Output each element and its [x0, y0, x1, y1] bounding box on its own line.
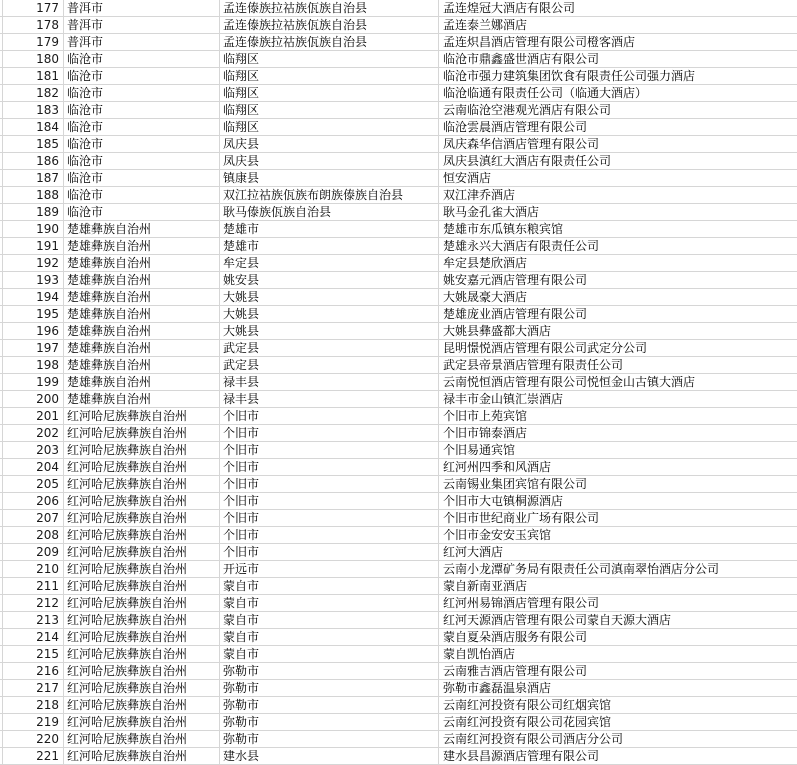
city-cell[interactable]: 红河哈尼族彝族自治州: [64, 425, 220, 442]
row-number-cell[interactable]: 187: [3, 170, 64, 187]
table-row: [0, 493, 797, 510]
hotel-cell[interactable]: 蒙自夏朵酒店服务有限公司: [439, 629, 797, 646]
table-row: [0, 221, 797, 238]
hotel-cell[interactable]: 临沧临通有限责任公司（临通大酒店）: [439, 85, 797, 102]
city-cell[interactable]: 红河哈尼族彝族自治州: [64, 714, 220, 731]
county-cell[interactable]: 弥勒市: [220, 663, 439, 680]
row-number-cell[interactable]: 196: [3, 323, 64, 340]
county-cell[interactable]: 楚雄市: [220, 238, 439, 255]
city-cell[interactable]: 红河哈尼族彝族自治州: [64, 527, 220, 544]
row-number-cell[interactable]: 199: [3, 374, 64, 391]
city-cell[interactable]: 楚雄彝族自治州: [64, 323, 220, 340]
hotel-cell[interactable]: 临沧市强力建筑集团饮食有限责任公司强力酒店: [439, 68, 797, 85]
city-cell[interactable]: 楚雄彝族自治州: [64, 391, 220, 408]
city-cell[interactable]: 楚雄彝族自治州: [64, 357, 220, 374]
county-cell[interactable]: 开远市: [220, 561, 439, 578]
row-number-cell[interactable]: 184: [3, 119, 64, 136]
city-cell[interactable]: 红河哈尼族彝族自治州: [64, 561, 220, 578]
hotel-cell[interactable]: 红河大酒店: [439, 544, 797, 561]
city-cell[interactable]: 临沧市: [64, 102, 220, 119]
county-cell[interactable]: 个旧市: [220, 459, 439, 476]
city-cell[interactable]: 临沧市: [64, 119, 220, 136]
table-row: [0, 170, 797, 187]
row-number-cell[interactable]: 177: [3, 0, 64, 17]
table-row: [0, 187, 797, 204]
hotel-cell[interactable]: 红河州四季和风酒店: [439, 459, 797, 476]
row-number-cell[interactable]: 220: [3, 731, 64, 748]
row-number-cell[interactable]: 200: [3, 391, 64, 408]
row-number-cell[interactable]: 189: [3, 204, 64, 221]
table-row: [0, 102, 797, 119]
hotel-cell[interactable]: 蒙自新南亚酒店: [439, 578, 797, 595]
city-cell[interactable]: 临沧市: [64, 204, 220, 221]
city-cell[interactable]: 临沧市: [64, 51, 220, 68]
county-cell[interactable]: 武定县: [220, 340, 439, 357]
hotel-cell[interactable]: 孟连泰兰娜酒店: [439, 17, 797, 34]
table-row: [0, 34, 797, 51]
city-cell[interactable]: 楚雄彝族自治州: [64, 306, 220, 323]
county-cell[interactable]: 武定县: [220, 357, 439, 374]
table-row: [0, 68, 797, 85]
table-row: [0, 731, 797, 748]
table-row: [0, 476, 797, 493]
hotel-cell[interactable]: 个旧市金安安玉宾馆: [439, 527, 797, 544]
table-row: [0, 357, 797, 374]
row-number-cell[interactable]: 193: [3, 272, 64, 289]
city-cell[interactable]: 普洱市: [64, 0, 220, 17]
row-number-cell[interactable]: 221: [3, 748, 64, 765]
city-cell[interactable]: 红河哈尼族彝族自治州: [64, 493, 220, 510]
table-row: [0, 289, 797, 306]
city-cell[interactable]: 楚雄彝族自治州: [64, 272, 220, 289]
county-cell[interactable]: 个旧市: [220, 476, 439, 493]
row-number-cell[interactable]: 179: [3, 34, 64, 51]
row-number-cell[interactable]: 206: [3, 493, 64, 510]
city-cell[interactable]: 红河哈尼族彝族自治州: [64, 510, 220, 527]
hotel-cell[interactable]: 武定县帝景酒店管理有限责任公司: [439, 357, 797, 374]
hotel-cell[interactable]: 云南临沧空港观光酒店有限公司: [439, 102, 797, 119]
county-cell[interactable]: 凤庆县: [220, 153, 439, 170]
hotel-cell[interactable]: 个旧易通宾馆: [439, 442, 797, 459]
table-row: [0, 17, 797, 34]
hotel-cell[interactable]: 双江津乔酒店: [439, 187, 797, 204]
county-cell[interactable]: 蒙自市: [220, 629, 439, 646]
row-number-cell[interactable]: 209: [3, 544, 64, 561]
hotel-cell[interactable]: 个旧市上苑宾馆: [439, 408, 797, 425]
row-number-cell[interactable]: 207: [3, 510, 64, 527]
hotel-cell[interactable]: 凤庆县滇红大酒店有限责任公司: [439, 153, 797, 170]
row-number-cell[interactable]: 203: [3, 442, 64, 459]
county-cell[interactable]: 临翔区: [220, 102, 439, 119]
table-row: [0, 748, 797, 765]
hotel-cell[interactable]: 昆明憬悦酒店管理有限公司武定分公司: [439, 340, 797, 357]
hotel-cell[interactable]: 楚雄庞业酒店管理有限公司: [439, 306, 797, 323]
row-number-cell[interactable]: 211: [3, 578, 64, 595]
table-row: [0, 714, 797, 731]
table-row: [0, 119, 797, 136]
county-cell[interactable]: 临翔区: [220, 51, 439, 68]
county-cell[interactable]: 孟连傣族拉祜族佤族自治县: [220, 0, 439, 17]
table-row: [0, 204, 797, 221]
row-number-cell[interactable]: 213: [3, 612, 64, 629]
hotel-cell[interactable]: 个旧市大屯镇桐源酒店: [439, 493, 797, 510]
county-cell[interactable]: 姚安县: [220, 272, 439, 289]
row-number-cell[interactable]: 205: [3, 476, 64, 493]
county-cell[interactable]: 个旧市: [220, 442, 439, 459]
county-cell[interactable]: 弥勒市: [220, 680, 439, 697]
county-cell[interactable]: 个旧市: [220, 510, 439, 527]
county-cell[interactable]: 禄丰县: [220, 374, 439, 391]
city-cell[interactable]: 红河哈尼族彝族自治州: [64, 697, 220, 714]
city-cell[interactable]: 楚雄彝族自治州: [64, 340, 220, 357]
county-cell[interactable]: 楚雄市: [220, 221, 439, 238]
county-cell[interactable]: 大姚县: [220, 306, 439, 323]
table-row: [0, 136, 797, 153]
county-cell[interactable]: 蒙自市: [220, 646, 439, 663]
county-cell[interactable]: 孟连傣族拉祜族佤族自治县: [220, 34, 439, 51]
row-number-cell[interactable]: 216: [3, 663, 64, 680]
table-row: [0, 238, 797, 255]
table-row: [0, 425, 797, 442]
table-row: [0, 544, 797, 561]
row-number-cell[interactable]: 191: [3, 238, 64, 255]
hotel-cell[interactable]: 蒙自凯怡酒店: [439, 646, 797, 663]
table-row: [0, 153, 797, 170]
table-row: [0, 85, 797, 102]
county-cell[interactable]: 弥勒市: [220, 714, 439, 731]
row-number-cell[interactable]: 198: [3, 357, 64, 374]
county-cell[interactable]: 建水县: [220, 748, 439, 765]
row-number-cell[interactable]: 180: [3, 51, 64, 68]
hotel-cell[interactable]: 大姚晟豪大酒店: [439, 289, 797, 306]
table-row: [0, 680, 797, 697]
county-cell[interactable]: 弥勒市: [220, 697, 439, 714]
city-cell[interactable]: 红河哈尼族彝族自治州: [64, 442, 220, 459]
hotel-cell[interactable]: 恒安酒店: [439, 170, 797, 187]
row-number-cell[interactable]: 190: [3, 221, 64, 238]
city-cell[interactable]: 楚雄彝族自治州: [64, 255, 220, 272]
county-cell[interactable]: 禄丰县: [220, 391, 439, 408]
hotel-cell[interactable]: 红河天源酒店管理有限公司蒙自天源大酒店: [439, 612, 797, 629]
row-number-cell[interactable]: 186: [3, 153, 64, 170]
city-cell[interactable]: 楚雄彝族自治州: [64, 374, 220, 391]
hotel-cell[interactable]: 云南悦恒酒店管理有限公司悦恒金山古镇大酒店: [439, 374, 797, 391]
county-cell[interactable]: 临翔区: [220, 68, 439, 85]
row-number-cell[interactable]: 185: [3, 136, 64, 153]
table-row: [0, 663, 797, 680]
table-row: [0, 629, 797, 646]
city-cell[interactable]: 临沧市: [64, 170, 220, 187]
hotel-cell[interactable]: 牟定县楚欣酒店: [439, 255, 797, 272]
county-cell[interactable]: 凤庆县: [220, 136, 439, 153]
hotel-cell[interactable]: 个旧市锦泰酒店: [439, 425, 797, 442]
row-number-cell[interactable]: 195: [3, 306, 64, 323]
hotel-cell[interactable]: 云南小龙潭矿务局有限责任公司滇南翠怡酒店分公司: [439, 561, 797, 578]
row-number-cell[interactable]: 218: [3, 697, 64, 714]
table-row: [0, 272, 797, 289]
city-cell[interactable]: 红河哈尼族彝族自治州: [64, 731, 220, 748]
hotel-cell[interactable]: 禄丰市金山镇汇崇酒店: [439, 391, 797, 408]
table-row: [0, 578, 797, 595]
city-cell[interactable]: 红河哈尼族彝族自治州: [64, 595, 220, 612]
county-cell[interactable]: 临翔区: [220, 119, 439, 136]
city-cell[interactable]: 红河哈尼族彝族自治州: [64, 578, 220, 595]
city-cell[interactable]: 红河哈尼族彝族自治州: [64, 646, 220, 663]
row-number-cell[interactable]: 181: [3, 68, 64, 85]
hotel-cell[interactable]: 耿马金孔雀大酒店: [439, 204, 797, 221]
row-number-cell[interactable]: 201: [3, 408, 64, 425]
hotel-cell[interactable]: 云南锡业集团宾馆有限公司: [439, 476, 797, 493]
county-cell[interactable]: 耿马傣族佤族自治县: [220, 204, 439, 221]
county-cell[interactable]: 大姚县: [220, 289, 439, 306]
county-cell[interactable]: 大姚县: [220, 323, 439, 340]
hotel-cell[interactable]: 个旧市世纪商业广场有限公司: [439, 510, 797, 527]
hotel-cell[interactable]: 孟连煌冠大酒店有限公司: [439, 0, 797, 17]
county-cell[interactable]: 蒙自市: [220, 578, 439, 595]
row-number-cell[interactable]: 197: [3, 340, 64, 357]
hotel-cell[interactable]: 楚雄市东瓜镇东粮宾馆: [439, 221, 797, 238]
row-number-cell[interactable]: 204: [3, 459, 64, 476]
county-cell[interactable]: 个旧市: [220, 425, 439, 442]
hotel-cell[interactable]: 凤庆森华信酒店管理有限公司: [439, 136, 797, 153]
city-cell[interactable]: 红河哈尼族彝族自治州: [64, 476, 220, 493]
county-cell[interactable]: 临翔区: [220, 85, 439, 102]
city-cell[interactable]: 红河哈尼族彝族自治州: [64, 629, 220, 646]
row-number-cell[interactable]: 212: [3, 595, 64, 612]
city-cell[interactable]: 红河哈尼族彝族自治州: [64, 612, 220, 629]
row-number-cell[interactable]: 188: [3, 187, 64, 204]
hotel-cell[interactable]: 云南红河投资有限公司红烟宾馆: [439, 697, 797, 714]
county-cell[interactable]: 蒙自市: [220, 595, 439, 612]
city-cell[interactable]: 红河哈尼族彝族自治州: [64, 663, 220, 680]
county-cell[interactable]: 牟定县: [220, 255, 439, 272]
hotel-cell[interactable]: 云南红河投资有限公司花园宾馆: [439, 714, 797, 731]
row-number-cell[interactable]: 210: [3, 561, 64, 578]
hotel-cell[interactable]: 大姚县彝盛都大酒店: [439, 323, 797, 340]
row-number-cell[interactable]: 217: [3, 680, 64, 697]
hotel-cell[interactable]: 云南雅吉酒店管理有限公司: [439, 663, 797, 680]
table-row: [0, 391, 797, 408]
row-number-cell[interactable]: 183: [3, 102, 64, 119]
table-row: [0, 408, 797, 425]
county-cell[interactable]: 镇康县: [220, 170, 439, 187]
city-cell[interactable]: 红河哈尼族彝族自治州: [64, 544, 220, 561]
hotel-cell[interactable]: 孟连炽昌酒店管理有限公司橙客酒店: [439, 34, 797, 51]
county-cell[interactable]: 个旧市: [220, 408, 439, 425]
table-row: [0, 612, 797, 629]
city-cell[interactable]: 楚雄彝族自治州: [64, 238, 220, 255]
hotel-cell[interactable]: 姚安嘉元酒店管理有限公司: [439, 272, 797, 289]
hotel-cell[interactable]: 红河州易锦酒店管理有限公司: [439, 595, 797, 612]
row-number-cell[interactable]: 219: [3, 714, 64, 731]
county-cell[interactable]: 孟连傣族拉祜族佤族自治县: [220, 17, 439, 34]
county-cell[interactable]: 蒙自市: [220, 612, 439, 629]
city-cell[interactable]: 楚雄彝族自治州: [64, 221, 220, 238]
table-row: [0, 527, 797, 544]
row-number-cell[interactable]: 202: [3, 425, 64, 442]
table-row: [0, 51, 797, 68]
hotel-cell[interactable]: 临沧市鼎鑫盛世酒店有限公司: [439, 51, 797, 68]
county-cell[interactable]: 双江拉祜族佤族布朗族傣族自治县: [220, 187, 439, 204]
table-row: [0, 323, 797, 340]
row-number-cell[interactable]: 215: [3, 646, 64, 663]
city-cell[interactable]: 临沧市: [64, 153, 220, 170]
city-cell[interactable]: 红河哈尼族彝族自治州: [64, 408, 220, 425]
table-row: [0, 646, 797, 663]
county-cell[interactable]: 弥勒市: [220, 731, 439, 748]
county-cell[interactable]: 个旧市: [220, 527, 439, 544]
table-row: [0, 255, 797, 272]
city-cell[interactable]: 红河哈尼族彝族自治州: [64, 748, 220, 765]
table-row: [0, 306, 797, 323]
table-row: [0, 374, 797, 391]
hotel-cell[interactable]: 建水县昌源酒店管理有限公司: [439, 748, 797, 765]
city-cell[interactable]: 红河哈尼族彝族自治州: [64, 680, 220, 697]
city-cell[interactable]: 楚雄彝族自治州: [64, 289, 220, 306]
row-number-cell[interactable]: 194: [3, 289, 64, 306]
row-number-cell[interactable]: 178: [3, 17, 64, 34]
table-row: [0, 561, 797, 578]
city-cell[interactable]: 红河哈尼族彝族自治州: [64, 459, 220, 476]
table-row: [0, 340, 797, 357]
hotel-cell[interactable]: 楚雄永兴大酒店有限责任公司: [439, 238, 797, 255]
city-cell[interactable]: 普洱市: [64, 34, 220, 51]
county-cell[interactable]: 个旧市: [220, 493, 439, 510]
hotel-cell[interactable]: 弥勒市鑫磊温泉酒店: [439, 680, 797, 697]
row-number-cell[interactable]: 214: [3, 629, 64, 646]
hotel-cell[interactable]: 临沧雲晨酒店管理有限公司: [439, 119, 797, 136]
city-cell[interactable]: 临沧市: [64, 136, 220, 153]
table-row: [0, 0, 797, 17]
row-number-cell[interactable]: 208: [3, 527, 64, 544]
county-cell[interactable]: 个旧市: [220, 544, 439, 561]
table-row: [0, 595, 797, 612]
city-cell[interactable]: 临沧市: [64, 187, 220, 204]
city-cell[interactable]: 临沧市: [64, 68, 220, 85]
row-number-cell[interactable]: 182: [3, 85, 64, 102]
table-row: [0, 442, 797, 459]
row-number-cell[interactable]: 192: [3, 255, 64, 272]
table-row: [0, 459, 797, 476]
hotel-cell[interactable]: 云南红河投资有限公司酒店分公司: [439, 731, 797, 748]
table-row: [0, 510, 797, 527]
city-cell[interactable]: 临沧市: [64, 85, 220, 102]
table-row: [0, 697, 797, 714]
city-cell[interactable]: 普洱市: [64, 17, 220, 34]
